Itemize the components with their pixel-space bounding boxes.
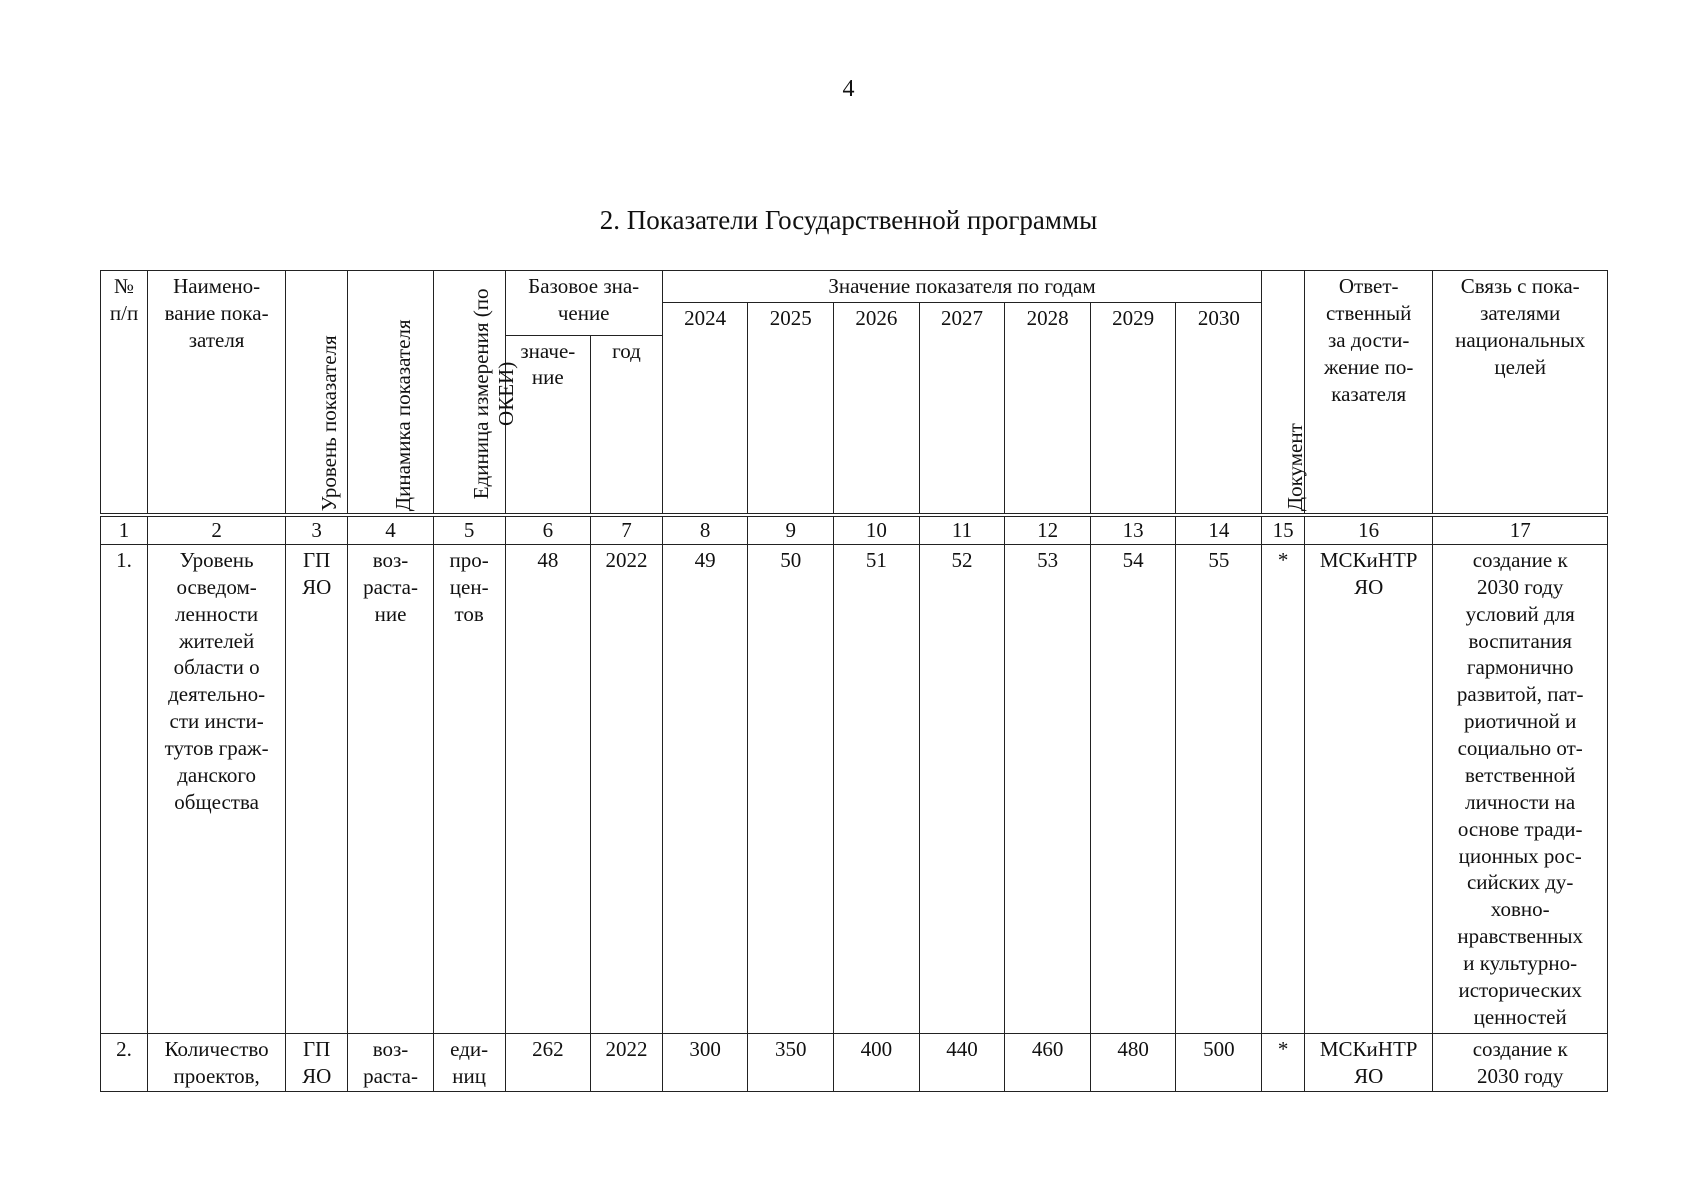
header-unit-text: Единица измерения (по ОКЕИ) <box>469 288 519 499</box>
header-link: Связь с пока- зателями национальных целей <box>1433 271 1608 516</box>
header-year: 2026 <box>834 302 920 515</box>
column-number: 7 <box>591 515 663 544</box>
table-row <box>101 1033 1608 1092</box>
row-link: создание к 2030 году <box>1433 1033 1608 1092</box>
document-title: 2. Показатели Государственной программы <box>599 205 1098 235</box>
row-year-value: 480 <box>1090 1033 1176 1092</box>
page-number: 4 <box>842 76 855 102</box>
row-year-value: 55 <box>1176 544 1262 1033</box>
header-document <box>1262 271 1308 516</box>
header-level-text: Уровень показателя <box>316 335 341 511</box>
column-number: 15 <box>1262 515 1305 544</box>
row-year-value: 51 <box>834 544 920 1033</box>
column-number: 12 <box>1005 515 1091 544</box>
header-document-text: Документ <box>1283 423 1308 511</box>
header-by-years: Значение показателя по годам <box>662 271 1261 303</box>
column-number: 3 <box>286 515 348 544</box>
column-number: 16 <box>1304 515 1432 544</box>
header-base-year: год <box>591 335 663 515</box>
row-unit: про- цен- тов <box>433 544 505 1033</box>
table-row <box>101 544 1608 1033</box>
column-number: 9 <box>748 515 834 544</box>
header-year: 2025 <box>748 302 834 515</box>
row-year-value: 49 <box>662 544 748 1033</box>
row-year-value: 52 <box>919 544 1005 1033</box>
row-document: * <box>1262 544 1305 1033</box>
row-document: * <box>1262 1033 1305 1092</box>
header-year: 2030 <box>1176 302 1262 515</box>
column-number: 1 <box>101 515 148 544</box>
column-number-row <box>101 515 1608 544</box>
row-year-value: 500 <box>1176 1033 1262 1092</box>
row-year-value: 300 <box>662 1033 748 1092</box>
row-year-value: 440 <box>919 1033 1005 1092</box>
column-number: 14 <box>1176 515 1262 544</box>
row-year-value: 400 <box>834 1033 920 1092</box>
column-number: 13 <box>1090 515 1176 544</box>
header-year: 2027 <box>919 302 1005 515</box>
row-year-value: 50 <box>748 544 834 1033</box>
row-year-value: 54 <box>1090 544 1176 1033</box>
row-base-value: 262 <box>505 1033 591 1092</box>
row-responsible: МСКиНТР ЯО <box>1304 1033 1432 1092</box>
column-number: 11 <box>919 515 1005 544</box>
column-number: 17 <box>1433 515 1608 544</box>
row-unit: еди- ниц <box>433 1033 505 1092</box>
column-number: 2 <box>148 515 286 544</box>
header-num: № п/п <box>101 271 148 516</box>
column-number: 4 <box>348 515 434 544</box>
header-dynamics <box>348 271 434 516</box>
row-level: ГП ЯО <box>286 1033 348 1092</box>
row-responsible: МСКиНТР ЯО <box>1304 544 1432 1033</box>
row-name: Уровень осведом- ленности жителей области о деятельно- сти инсти- тутов граж- данского общества <box>148 544 286 1033</box>
row-dynamics: воз- раста- <box>348 1033 434 1092</box>
column-number: 10 <box>834 515 920 544</box>
row-num: 2. <box>101 1033 148 1092</box>
column-number: 6 <box>505 515 591 544</box>
header-row-1 <box>101 271 1608 303</box>
row-link: создание к 2030 году условий для воспитания гармонично развитой, пат- риотичной и социально от- ветственной личности на основе тради- ционных рос- сийских ду- ховно- нравственных и культурно- исторических ценностей <box>1433 544 1608 1033</box>
column-number: 5 <box>433 515 505 544</box>
header-year: 2029 <box>1090 302 1176 515</box>
header-unit <box>433 271 519 516</box>
header-dynamics-text: Динамика показателя <box>390 319 415 511</box>
row-year-value: 350 <box>748 1033 834 1092</box>
header-year: 2028 <box>1005 302 1091 515</box>
header-base: Базовое зна- чение <box>505 271 662 336</box>
header-level <box>286 271 348 516</box>
row-year-value: 53 <box>1005 544 1091 1033</box>
row-base-value: 48 <box>505 544 591 1033</box>
header-year: 2024 <box>662 302 748 515</box>
row-base-year: 2022 <box>591 1033 663 1092</box>
row-num: 1. <box>101 544 148 1033</box>
row-name: Количество проектов, <box>148 1033 286 1092</box>
header-name: Наимено- вание пока- зателя <box>148 271 286 516</box>
column-number: 8 <box>662 515 748 544</box>
row-level: ГП ЯО <box>286 544 348 1033</box>
row-base-year: 2022 <box>591 544 663 1033</box>
row-dynamics: воз- раста- ние <box>348 544 434 1033</box>
row-year-value: 460 <box>1005 1033 1091 1092</box>
indicators-table <box>100 270 1608 1092</box>
header-base-value: значе- ние <box>505 335 591 515</box>
header-responsible: Ответ- ственный за дости- жение по- казателя <box>1304 271 1432 516</box>
